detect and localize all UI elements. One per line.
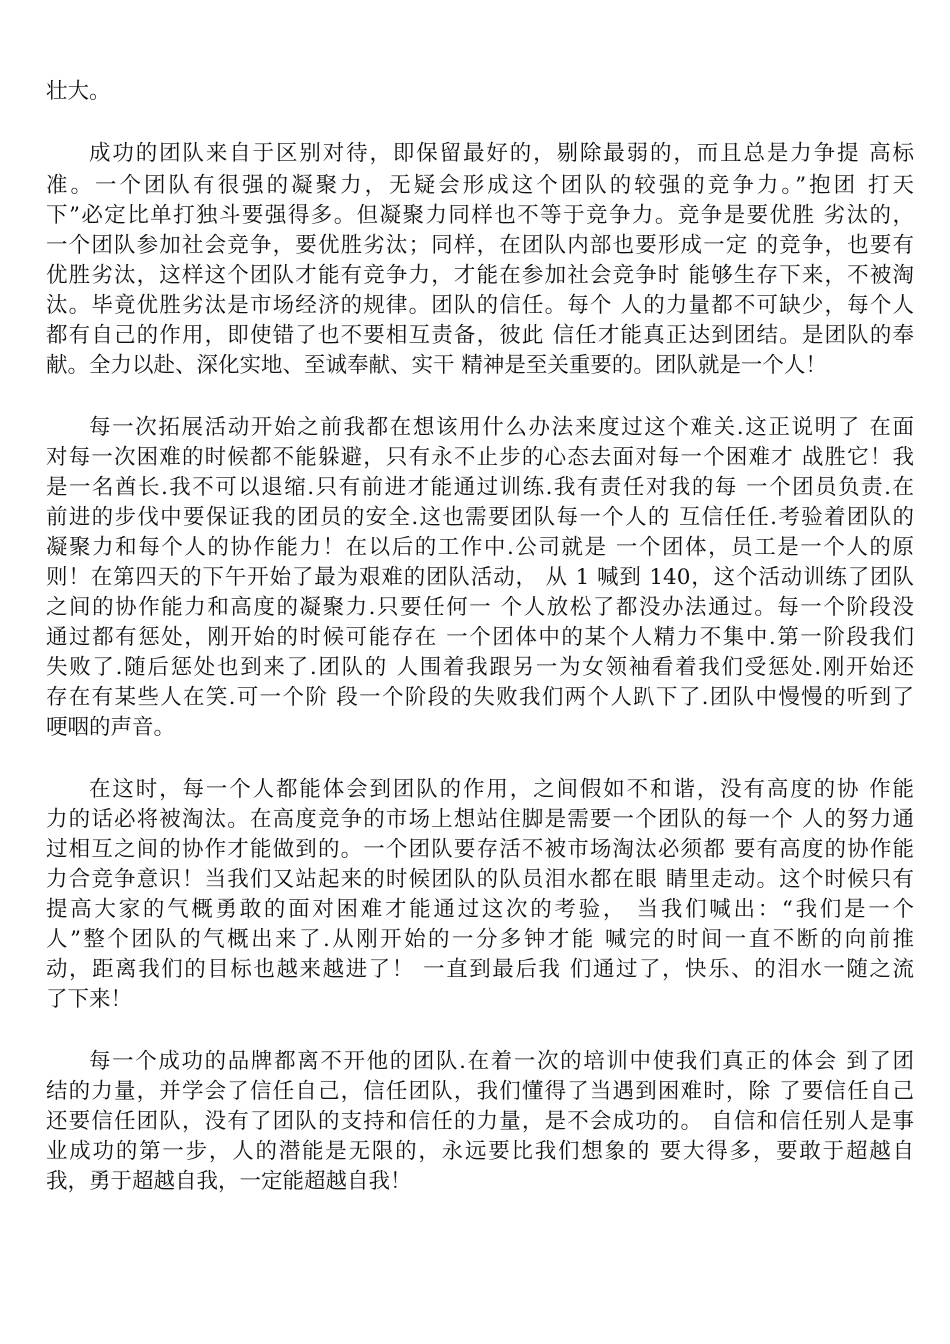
text-line: 力合竞争意识！当我们又站起来的时候团队的队员泪水都在眼 睛里走动。这个时候只有 (46, 867, 914, 892)
text-line: 壮大。 (46, 79, 111, 104)
text-line: 汰。毕竟优胜劣汰是市场经济的规律。团队的信任。每个 人的力量都不可缺少，每个人 (46, 293, 914, 318)
text-line: 存在有某些人在笑.可一个阶 段一个阶段的失败我们两个人趴下了.团队中慢慢的听到了 (46, 685, 914, 710)
text-line: 哽咽的声音。 (46, 715, 176, 740)
text-line: 还要信任团队，没有了团队的支持和信任的力量，是不会成功的。 自信和信任别人是事 (46, 1109, 914, 1134)
text-line: 下”必定比单打独斗要强得多。但凝聚力同样也不等于竞争力。竞争是要优胜 劣汰的， (46, 203, 914, 228)
text-line: 对每一次困难的时候都不能躲避，只有永不止步的心态去面对每一个困难才 战胜它！我 (46, 445, 914, 470)
text-line: 过相互之间的协作才能做到的。一个团队要存活不被市场淘汰必须都 要有高度的协作能 (46, 837, 914, 862)
text-line: 了下来！ (46, 987, 133, 1012)
paragraph-first-line: 在这时，每一个人都能体会到团队的作用，之间假如不和谐，没有高度的协 作能 (89, 777, 914, 802)
text-line: 提高大家的气概勇敢的面对困难才能通过这次的考验， 当我们喊出：“我们是一个 (46, 897, 914, 922)
text-line: 动，距离我们的目标也越来越进了！ 一直到最后我 们通过了，快乐、的泪水一随之流 (46, 957, 914, 982)
text-line: 前进的步伐中要保证我的团员的安全.这也需要团队每一个人的 互信任任.考验着团队的 (46, 505, 914, 530)
paragraph-first-line: 成功的团队来自于区别对待，即保留最好的，剔除最弱的，而且总是力争提 高标 (89, 141, 914, 166)
text-line: 是一名酋长.我不可以退缩.只有前进才能通过训练.我有责任对我的每 一个团员负责.在 (46, 475, 914, 500)
paragraph-first-line: 每一个成功的品牌都离不开他的团队.在着一次的培训中使我们真正的体会 到了团 (89, 1049, 914, 1074)
text-line: 失败了.随后惩处也到来了.团队的 人围着我跟另一为女领袖看着我们受惩处.刚开始还 (46, 655, 914, 680)
text-line: 结的力量，并学会了信任自己，信任团队，我们懂得了当遇到困难时，除 了要信任自己 (46, 1079, 914, 1104)
text-line: 优胜劣汰，这样这个团队才能有竞争力，才能在参加社会竞争时 能够生存下来，不被淘 (46, 263, 914, 288)
text-line: 一个团队参加社会竞争，要优胜劣汰；同样，在团队内部也要形成一定 的竞争，也要有 (46, 233, 914, 258)
text-line: 都有自己的作用，即使错了也不要相互责备，彼此 信任才能真正达到团结。是团队的奉 (46, 323, 914, 348)
text-line: 献。全力以赴、深化实地、至诚奉献、实干 精神是至关重要的。团队就是一个人！ (46, 353, 827, 378)
text-line: 之间的协作能力和高度的凝聚力.只要任何一 个人放松了都没办法通过。每一个阶段没 (46, 595, 914, 620)
text-line: 我，勇于超越自我，一定能超越自我！ (46, 1169, 412, 1194)
text-line: 准。一个团队有很强的凝聚力，无疑会形成这个团队的较强的竞争力。”抱团 打天 (46, 173, 914, 198)
text-line: 业成功的第一步，人的潜能是无限的，永远要比我们想象的 要大得多，要敢于超越自 (46, 1139, 914, 1164)
text-line: 人”整个团队的气概出来了.从刚开始的一分多钟才能 喊完的时间一直不断的向前推 (46, 927, 914, 952)
text-line: 力的话必将被淘汰。在高度竞争的市场上想站住脚是需要一个团队的每一个 人的努力通 (46, 807, 914, 832)
text-line: 则！在第四天的下午开始了最为艰难的团队活动， 从 1 喊到 140，这个活动训练了团队 (46, 565, 914, 590)
text-line: 通过都有惩处，刚开始的时候可能存在 一个团体中的某个人精力不集中.第一阶段我们 (46, 625, 914, 650)
paragraph-first-line: 每一次拓展活动开始之前我都在想该用什么办法来度过这个难关.这正说明了 在面 (89, 415, 914, 440)
text-line: 凝聚力和每个人的协作能力！在以后的工作中.公司就是 一个团体，员工是一个人的原 (46, 535, 914, 560)
